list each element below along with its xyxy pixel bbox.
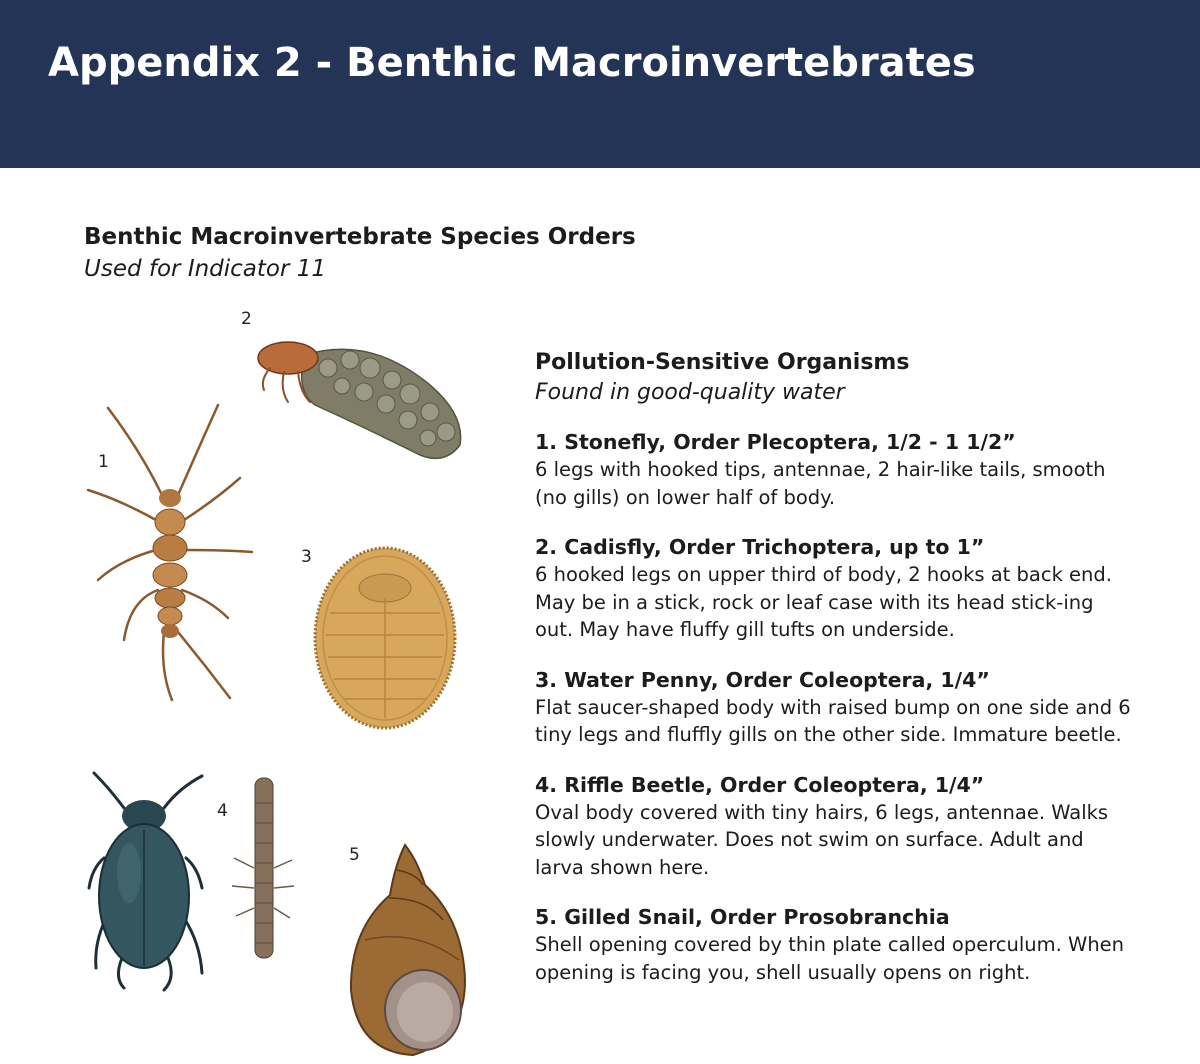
illustration-number-1: 1 <box>98 452 109 472</box>
organism-entry-stonefly <box>535 428 1135 511</box>
riffle-beetle-icon <box>84 768 314 993</box>
illustration-number-3: 3 <box>301 547 312 567</box>
stonefly-icon <box>80 400 260 705</box>
gilled-snail-icon <box>345 840 470 1060</box>
organism-description: Oval body covered with tiny hairs, 6 legs, antennae. Walks slowly underwater. Does not swim on surface. Adult and larva shown here. <box>535 800 1109 879</box>
illustration-number-5: 5 <box>349 845 360 865</box>
page-title: Appendix 2 - Benthic Macroinvertebrates <box>48 40 976 86</box>
organism-entry-caddisfly <box>535 533 1135 644</box>
illustration-number-4: 4 <box>217 801 228 821</box>
organism-name: 3. Water Penny, Order Coleoptera, 1/4” <box>535 667 990 692</box>
organism-description: Shell opening covered by thin plate called operculum. When opening is facing you, shell usually opens on right. <box>535 933 1125 984</box>
organism-entry-riffle-beetle <box>535 771 1135 882</box>
organism-entry-gilled-snail <box>535 903 1135 986</box>
header-banner <box>0 0 1200 168</box>
illustration-number-2: 2 <box>241 309 252 329</box>
organism-description: 6 legs with hooked tips, antennae, 2 hair-like tails, smooth (no gills) on lower half of body. <box>535 458 1106 509</box>
organism-name: 1. Stonefly, Order Plecoptera, 1/2 - 1 1/2” <box>535 430 1016 454</box>
panel-subtitle: Found in good-quality water <box>535 380 845 405</box>
organism-name: 2. Cadisfly, Order Trichoptera, up to 1” <box>535 535 985 559</box>
section-title: Benthic Macroinvertebrate Species Orders <box>84 224 636 250</box>
panel-title: Pollution-Sensitive Organisms <box>535 350 910 375</box>
pollution-sensitive-panel <box>535 348 1135 1008</box>
water-penny-icon <box>310 543 460 733</box>
organism-description: 6 hooked legs on upper third of body, 2 hooks at back end. May be in a stick, rock or leaf case with its head stick-ing out. May have fluffy gill tufts on underside. <box>535 563 1112 641</box>
organism-description: Flat saucer-shaped body with raised bump on one side and 6 tiny legs and fluffly gills on the other side. Immature beetle. <box>535 695 1131 746</box>
organism-name: 4. Riffle Beetle, Order Coleoptera, 1/4” <box>535 772 985 797</box>
organism-name: 5. Gilled Snail, Order Prosobranchia <box>535 905 950 929</box>
section-subtitle: Used for Indicator 11 <box>84 256 327 282</box>
caddisfly-icon <box>250 330 475 465</box>
organism-entry-water-penny <box>535 666 1135 749</box>
